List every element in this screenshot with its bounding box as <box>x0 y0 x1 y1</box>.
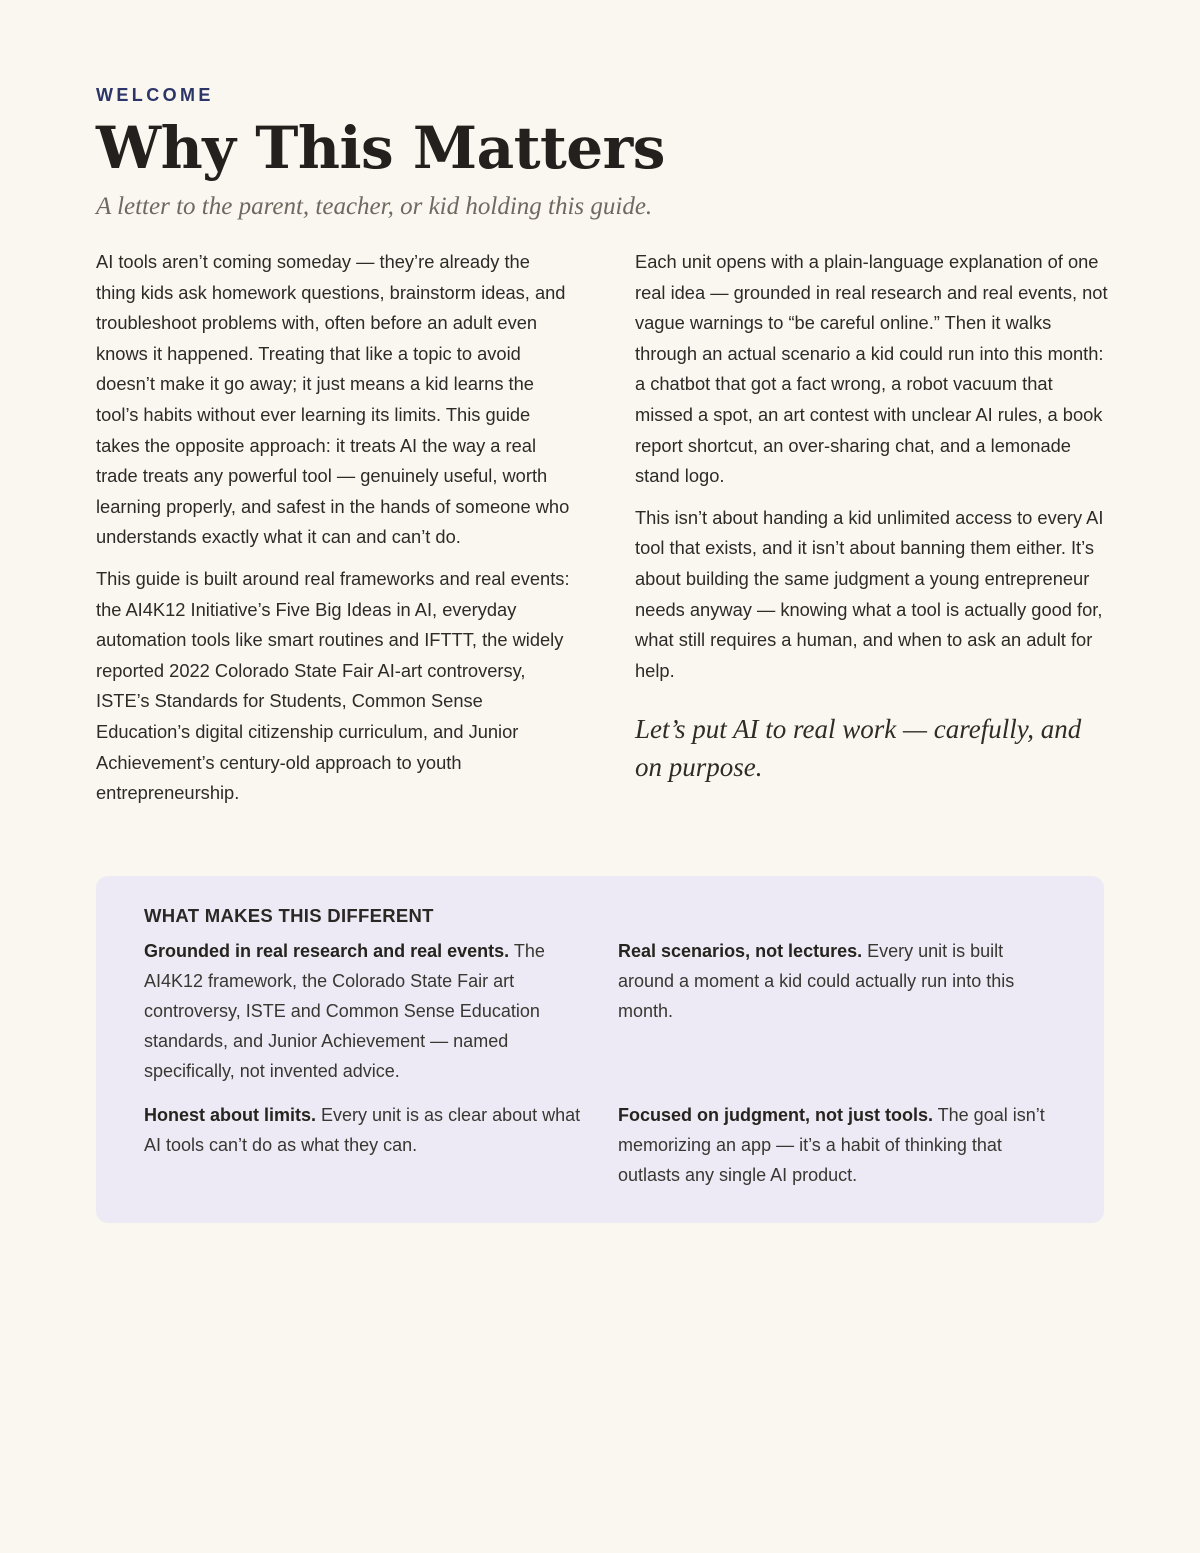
callout-item-text: Every unit is as clear about what AI tools can’t do as what they can. <box>144 1105 581 1155</box>
callout-item-text: The AI4K12 framework, the Colorado State Fair art controversy, ISTE and Common Sense Education standards, and Junior Achievement — named specifically, not invented advice. <box>144 941 545 1081</box>
callout-item <box>144 1100 588 1190</box>
closing-statement: Let’s put AI to real work — carefully, and on purpose. <box>635 714 1082 783</box>
body-paragraph: Each unit opens with a plain-language explanation of one real idea — grounded in real research and real events, not vague warnings to “be careful online.” Then it walks through an actual scenario a kid could run into this month: a chatbot that got a fact wrong, a robot vacuum that missed a spot, an art contest with unclear AI rules, a book report shortcut, an over-sharing chat, and a lemonade stand logo. <box>635 251 1108 487</box>
callout-item <box>618 936 1048 1086</box>
body-paragraph: This guide is built around real frameworks and real events: the AI4K12 Initiative’s Five Big Ideas in AI, everyday automation tools like smart routines and IFTTT, the widely reported 2022 Colorado State Fair AI-art controversy, ISTE’s Standards for Students, Common Sense Education’s digital citizenship curriculum, and Junior Achievement’s century-old approach to youth entrepreneurship. <box>96 567 570 804</box>
callout-item <box>144 936 588 1086</box>
callout-item-heading: Grounded in real research and real events. <box>144 941 510 961</box>
callout-item <box>618 1100 1048 1190</box>
callout-item-text: The goal isn’t memorizing an app — it’s a habit of thinking that outlasts any single AI product. <box>618 1105 1045 1185</box>
differences-callout <box>96 876 1104 1223</box>
section-eyebrow: WELCOME <box>96 85 214 105</box>
callout-item-text: Every unit is built around a moment a kid could actually run into this month. <box>618 941 1015 1021</box>
page-subtitle: A letter to the parent, teacher, or kid holding this guide. <box>96 193 653 220</box>
callout-item-heading: Honest about limits. <box>144 1105 317 1125</box>
callout-title: WHAT MAKES THIS DIFFERENT <box>144 905 434 926</box>
page-title: Why This Matters <box>96 114 665 182</box>
body-paragraph: This isn’t about handing a kid unlimited access to every AI tool that exists, and it isn’t about banning them either. It’s about building the same judgment a young entrepreneur needs anyway — knowing what a tool is actually good for, what still requires a human, and when to ask an adult for help. <box>635 506 1104 681</box>
body-paragraph: AI tools aren’t coming someday — they’re already the thing kids ask homework questions, brainstorm ideas, and troubleshoot problems with, often before an adult even knows it happened. Treating that like a topic to avoid doesn’t make it go away; it just means a kid learns the tool’s habits without ever learning its limits. This guide takes the opposite approach: it treats AI the way a real trade treats any powerful tool — genuinely useful, worth learning properly, and safest in the hands of someone who understands exactly what it can and can’t do. <box>96 251 570 548</box>
callout-item-heading: Real scenarios, not lectures. <box>618 941 863 961</box>
callout-item-heading: Focused on judgment, not just tools. <box>618 1105 933 1125</box>
left-column <box>96 247 570 820</box>
right-column <box>635 247 1109 786</box>
callout-grid <box>144 936 1056 1190</box>
